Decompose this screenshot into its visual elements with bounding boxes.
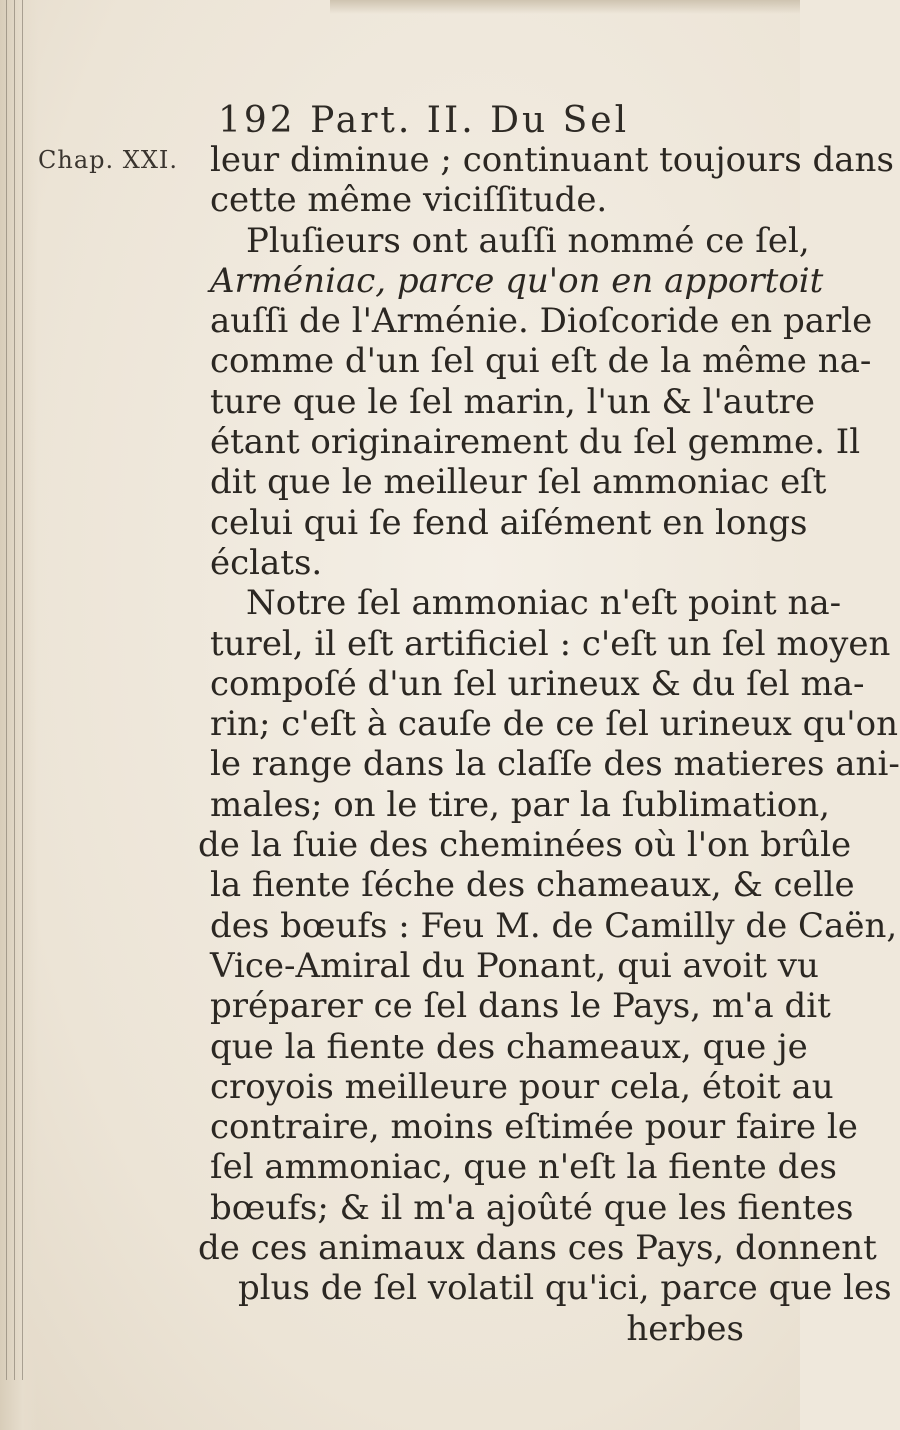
text-line: dit que le meilleur ſel ammoniac eſt (210, 462, 827, 503)
gutter-rule (14, 0, 15, 1380)
text-line: de ces animaux dans ces Pays, donnent (198, 1228, 877, 1269)
text-line: bœufs; & il m'a ajoûté que les fientes (210, 1187, 854, 1228)
text-line: Notre ſel ammoniac n'eſt point na- (246, 583, 842, 624)
text-line: leur diminue ; continuant toujours dans (210, 140, 894, 180)
text-line: compoſé d'un ſel urineux & du ſel ma- (210, 663, 865, 704)
text-line: rin; c'eſt à cauſe de ce ſel urineux qu'on (210, 704, 899, 745)
text-line: turel, il eſt artificiel : c'eſt un ſel moyen (210, 623, 891, 664)
running-head: 192 Part. II. Du Sel (218, 100, 630, 141)
text-line: de la ſuie des cheminées où l'on brûle (198, 825, 852, 866)
text-line: Arméniac, parce qu'on en apportoit (210, 260, 824, 301)
text-line: des bœufs : Feu M. de Camilly de Caën, (210, 905, 898, 946)
text-line: cette même viciſſitude. (210, 180, 608, 221)
text-line: Pluſieurs ont auſſi nommé ce ſel, (246, 220, 810, 261)
text-line: étant originairement du ſel gemme. Il (210, 422, 861, 463)
page-gutter (0, 0, 38, 1430)
text-line: auſſi de l'Arménie. Dioſcoride en parle (210, 301, 873, 342)
text-line: éclats. (210, 542, 323, 583)
gutter-rule (6, 0, 7, 1380)
text-line: males; on le tire, par la ſublimation, (210, 784, 830, 825)
chapter-marker: Chap. XXI. (38, 146, 179, 174)
text-line: préparer ce ſel dans le Pays, m'a dit (210, 986, 831, 1027)
body-text (198, 140, 900, 1349)
text-line: que la fiente des chameaux, que je (210, 1026, 808, 1067)
text-line: plus de ſel volatil qu'ici, parce que les (238, 1268, 892, 1309)
text-line: Vice-Amiral du Ponant, qui avoit vu (210, 945, 819, 986)
text-line: celui qui ſe fend aiſément en longs (210, 502, 808, 543)
text-line: contraire, moins eſtimée pour faire le (210, 1107, 858, 1148)
text-line: le range dans la claſſe des matieres ani- (210, 744, 900, 785)
text-line: comme d'un ſel qui eſt de la même na- (210, 341, 872, 382)
text-line: ture que le ſel marin, l'un & l'autre (210, 381, 815, 422)
text-line: croyois meilleure pour cela, étoit au (210, 1066, 834, 1107)
catchword: herbes (626, 1308, 744, 1349)
text-line: ſel ammoniac, que n'eſt la fiente des (210, 1147, 837, 1188)
gutter-rule (22, 0, 23, 1380)
text-line: la fiente ſéche des chameaux, & celle (210, 865, 855, 906)
page-top-shadow (330, 0, 800, 14)
